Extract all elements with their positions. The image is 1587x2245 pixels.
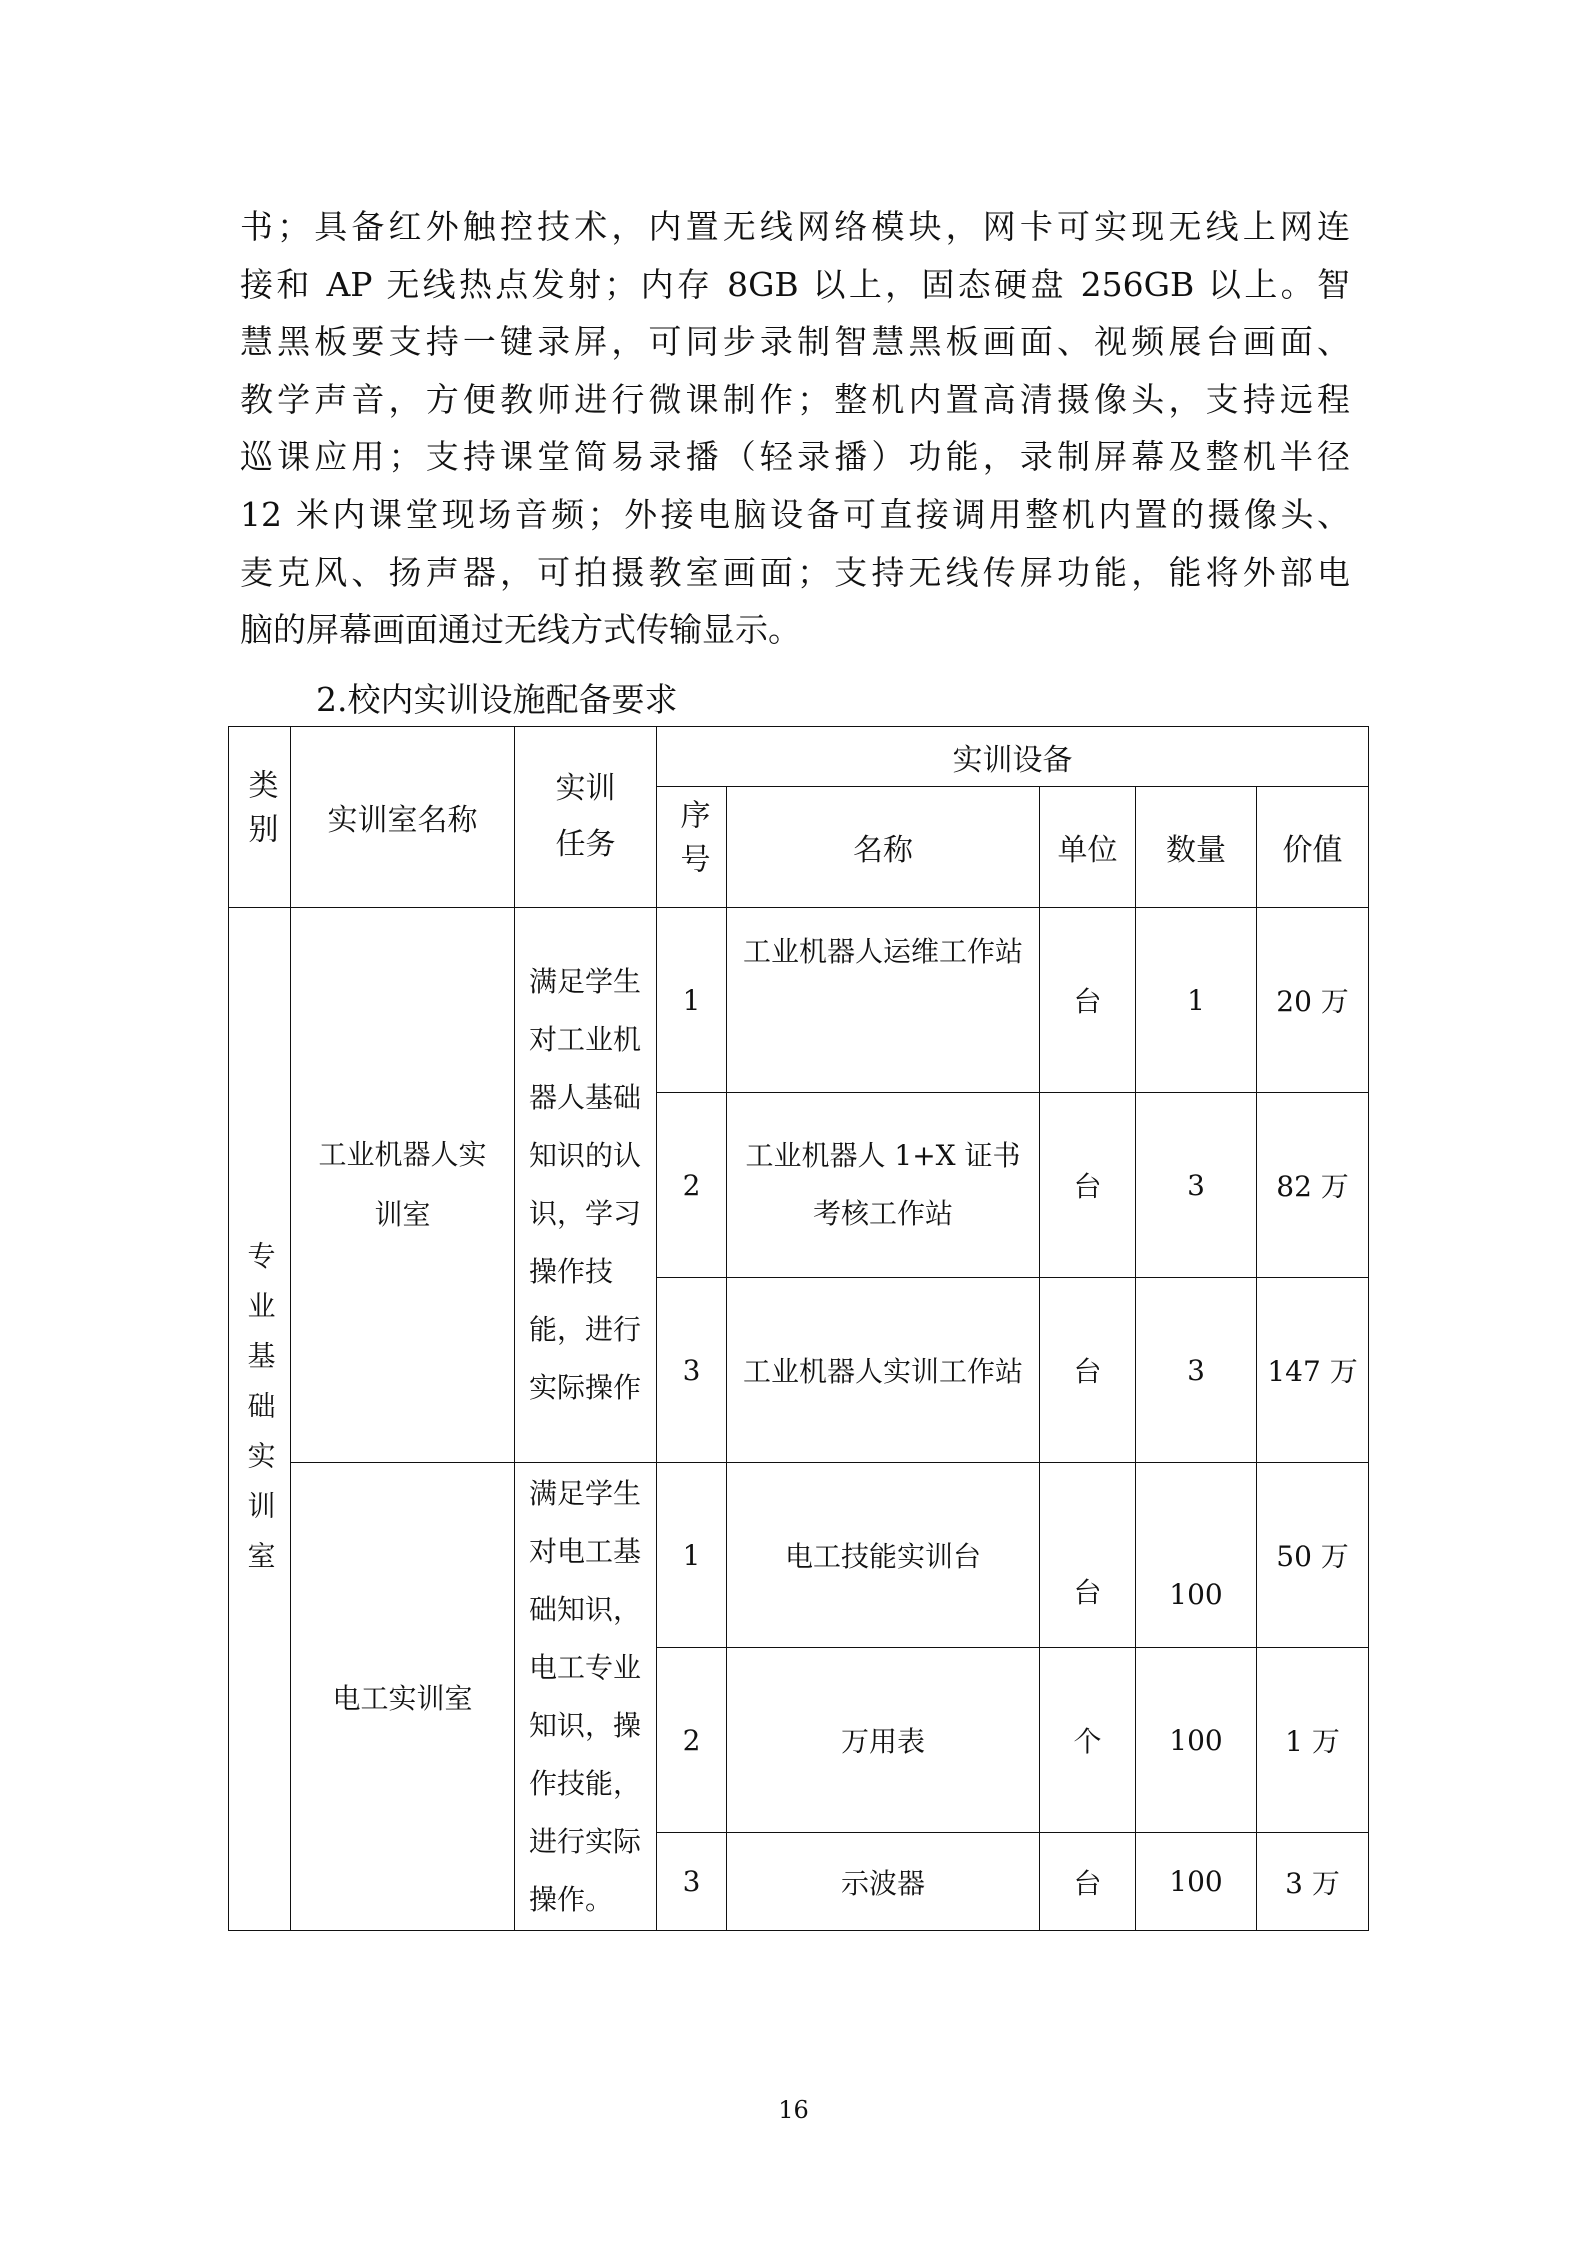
paragraph-line: 12 米内课堂现场音频；外接电脑设备可直接调用整机内置的摄像头、 — [240, 494, 1350, 534]
item-name: 万用表 — [727, 1648, 1040, 1833]
header-no: 序号 — [657, 787, 727, 908]
header-name: 名称 — [727, 787, 1040, 908]
item-qty: 1 — [1136, 908, 1257, 1093]
item-value: 3 万 — [1257, 1833, 1369, 1931]
item-name: 电工技能实训台 — [727, 1463, 1040, 1648]
paragraph-line: 接和 AP 无线热点发射；内存 8GB 以上，固态硬盘 256GB 以上。智 — [240, 264, 1350, 304]
room-task: 满足学生对电工基础知识，电工专业知识，操作技能，进行实际操作。 — [515, 1463, 657, 1931]
paragraph-line: 巡课应用；支持课堂简易录播（轻录播）功能，录制屏幕及整机半径 — [240, 437, 1350, 477]
header-category: 类别 — [229, 727, 291, 908]
training-facilities-table — [228, 726, 1368, 1930]
item-no: 3 — [657, 1833, 727, 1931]
item-unit: 个 — [1040, 1648, 1136, 1833]
item-no: 2 — [657, 1093, 727, 1278]
item-unit: 台 — [1040, 908, 1136, 1093]
item-qty: 3 — [1136, 1278, 1257, 1463]
item-no: 1 — [657, 908, 727, 1093]
item-no: 3 — [657, 1278, 727, 1463]
room-name: 电工实训室 — [291, 1463, 515, 1931]
item-value: 147 万 — [1257, 1278, 1369, 1463]
paragraph-line: 书；具备红外触控技术，内置无线网络模块，网卡可实现无线上网连 — [240, 207, 1350, 246]
item-no: 2 — [657, 1648, 727, 1833]
header-equipment: 实训设备 — [657, 727, 1369, 787]
room-name: 工业机器人实训室 — [291, 908, 515, 1463]
item-name: 工业机器人运维工作站 — [727, 908, 1040, 1093]
header-task: 实训任务 — [515, 727, 657, 908]
item-value: 50 万 — [1257, 1463, 1369, 1648]
item-unit: 台 — [1040, 1093, 1136, 1278]
item-unit: 台 — [1040, 1463, 1136, 1648]
item-name: 示波器 — [727, 1833, 1040, 1931]
item-no: 1 — [657, 1463, 727, 1648]
header-qty: 数量 — [1136, 787, 1257, 908]
room-task: 满足学生对工业机器人基础知识的认识，学习操作技能，进行实际操作 — [515, 908, 657, 1463]
paragraph-line: 慧黑板要支持一键录屏，可同步录制智慧黑板画面、视频展台画面、 — [240, 322, 1350, 362]
paragraph-line: 脑的屏幕画面通过无线方式传输显示。 — [240, 610, 801, 650]
section-heading: 2.校内实训设施配备要求 — [316, 680, 678, 719]
item-value: 82 万 — [1257, 1093, 1369, 1278]
paragraph-line: 教学声音，方便教师进行微课制作；整机内置高清摄像头，支持远程 — [240, 379, 1350, 419]
item-name: 工业机器人 1+X 证书考核工作站 — [727, 1093, 1040, 1278]
item-name: 工业机器人实训工作站 — [727, 1278, 1040, 1463]
item-value: 20 万 — [1257, 908, 1369, 1093]
item-value: 1 万 — [1257, 1648, 1369, 1833]
item-qty: 100 — [1136, 1463, 1257, 1648]
item-qty: 100 — [1136, 1833, 1257, 1931]
item-qty: 3 — [1136, 1093, 1257, 1278]
body-paragraph — [240, 198, 1350, 659]
header-unit: 单位 — [1040, 787, 1136, 908]
page-number: 16 — [778, 2096, 809, 2124]
header-value: 价值 — [1257, 787, 1369, 908]
item-qty: 100 — [1136, 1648, 1257, 1833]
item-unit: 台 — [1040, 1278, 1136, 1463]
paragraph-line: 麦克风、扬声器，可拍摄教室画面；支持无线传屏功能，能将外部电 — [240, 552, 1350, 592]
category-cell: 专业基础实训室 — [229, 908, 291, 1931]
header-room-name: 实训室名称 — [291, 727, 515, 908]
item-unit: 台 — [1040, 1833, 1136, 1931]
